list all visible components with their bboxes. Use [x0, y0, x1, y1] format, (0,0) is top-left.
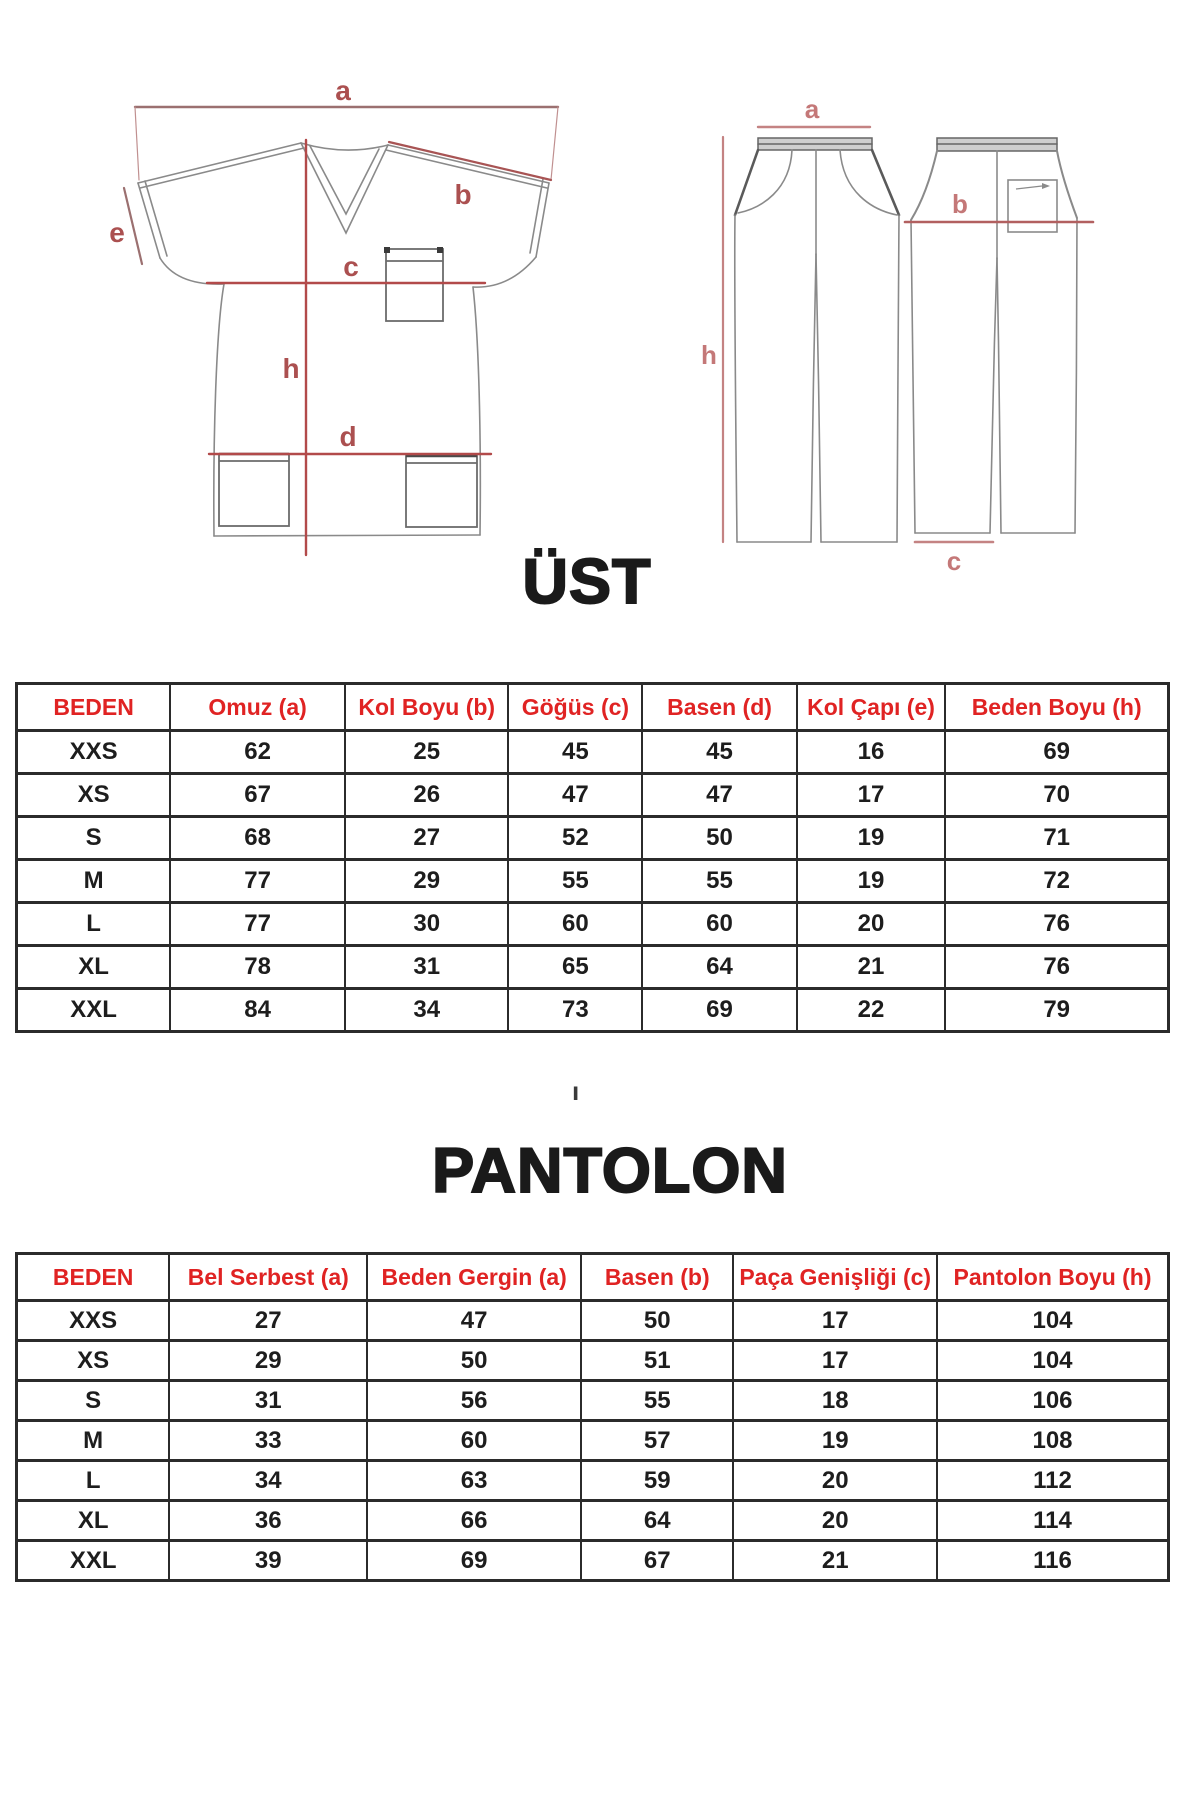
value-cell: 20 — [733, 1501, 937, 1541]
value-cell: 55 — [581, 1381, 733, 1421]
value-cell: 64 — [581, 1501, 733, 1541]
value-cell: 17 — [733, 1341, 937, 1381]
value-cell: 67 — [581, 1541, 733, 1581]
value-cell: 47 — [642, 774, 796, 817]
size-cell: L — [17, 1461, 170, 1501]
value-cell: 106 — [937, 1381, 1168, 1421]
value-cell: 29 — [169, 1341, 367, 1381]
value-cell: 65 — [508, 946, 642, 989]
value-cell: 34 — [345, 989, 508, 1032]
value-cell: 116 — [937, 1541, 1168, 1581]
value-cell: 104 — [937, 1301, 1168, 1341]
value-cell: 72 — [945, 860, 1168, 903]
value-cell: 19 — [797, 860, 946, 903]
table-header-row — [17, 684, 1169, 731]
column-header: Paça Genişliği (c) — [733, 1254, 937, 1301]
column-header: Beden Boyu (h) — [945, 684, 1168, 731]
value-cell: 84 — [170, 989, 345, 1032]
value-cell: 20 — [797, 903, 946, 946]
value-cell: 29 — [345, 860, 508, 903]
measure-line-b — [389, 142, 551, 180]
value-cell: 77 — [170, 903, 345, 946]
size-cell: XXS — [17, 1301, 170, 1341]
size-cell: XS — [17, 1341, 170, 1381]
value-cell: 60 — [508, 903, 642, 946]
value-cell: 71 — [945, 817, 1168, 860]
table-row — [17, 860, 1169, 903]
value-cell: 63 — [367, 1461, 581, 1501]
size-cell: M — [17, 1421, 170, 1461]
value-cell: 45 — [642, 731, 796, 774]
value-cell: 16 — [797, 731, 946, 774]
table-row — [17, 1501, 1169, 1541]
column-header: Beden Gergin (a) — [367, 1254, 581, 1301]
value-cell: 50 — [367, 1341, 581, 1381]
value-cell: 30 — [345, 903, 508, 946]
value-cell: 19 — [797, 817, 946, 860]
value-cell: 36 — [169, 1501, 367, 1541]
value-cell: 50 — [581, 1301, 733, 1341]
value-cell: 17 — [733, 1301, 937, 1341]
pantolon-section-title: PANTOLON — [432, 1136, 788, 1206]
size-cell: XXS — [17, 731, 171, 774]
value-cell: 55 — [642, 860, 796, 903]
value-cell: 57 — [581, 1421, 733, 1461]
value-cell: 104 — [937, 1341, 1168, 1381]
measure-label-h: h — [701, 340, 717, 370]
column-header: Kol Boyu (b) — [345, 684, 508, 731]
column-header: Bel Serbest (a) — [169, 1254, 367, 1301]
divider-mark: ı — [572, 1076, 580, 1106]
measure-line-e — [124, 188, 142, 264]
value-cell: 20 — [733, 1461, 937, 1501]
measure-label-a: a — [804, 94, 820, 124]
table-row — [17, 1461, 1169, 1501]
value-cell: 76 — [945, 946, 1168, 989]
value-cell: 112 — [937, 1461, 1168, 1501]
measure-label-b: b — [952, 189, 968, 219]
measure-label-h: h — [282, 353, 300, 384]
table-header-row — [17, 1254, 1169, 1301]
value-cell: 55 — [508, 860, 642, 903]
column-header: Pantolon Boyu (h) — [937, 1254, 1168, 1301]
value-cell: 62 — [170, 731, 345, 774]
value-cell: 27 — [345, 817, 508, 860]
value-cell: 45 — [508, 731, 642, 774]
scrub-top-diagram — [105, 80, 570, 570]
value-cell: 76 — [945, 903, 1168, 946]
size-cell: L — [17, 903, 171, 946]
table-row — [17, 731, 1169, 774]
value-cell: 73 — [508, 989, 642, 1032]
value-cell: 114 — [937, 1501, 1168, 1541]
size-cell: XXL — [17, 989, 171, 1032]
table-row — [17, 774, 1169, 817]
value-cell: 22 — [797, 989, 946, 1032]
table-row — [17, 1381, 1169, 1421]
size-cell: XL — [17, 946, 171, 989]
extension-line-right — [551, 107, 558, 180]
value-cell: 60 — [642, 903, 796, 946]
value-cell: 26 — [345, 774, 508, 817]
measure-label-c: c — [343, 251, 359, 282]
measure-label-b: b — [454, 179, 472, 210]
measure-label-d: d — [339, 421, 357, 452]
left-bottom-pocket — [219, 454, 289, 526]
value-cell: 79 — [945, 989, 1168, 1032]
value-cell: 25 — [345, 731, 508, 774]
value-cell: 39 — [169, 1541, 367, 1581]
value-cell: 59 — [581, 1461, 733, 1501]
value-cell: 67 — [170, 774, 345, 817]
value-cell: 52 — [508, 817, 642, 860]
value-cell: 78 — [170, 946, 345, 989]
table-row — [17, 903, 1169, 946]
value-cell: 27 — [169, 1301, 367, 1341]
table-row — [17, 946, 1169, 989]
value-cell: 69 — [945, 731, 1168, 774]
pants-back-outline — [911, 138, 1077, 533]
value-cell: 50 — [642, 817, 796, 860]
measure-label-e: e — [109, 217, 125, 248]
extension-line-left — [135, 107, 139, 180]
value-cell: 69 — [367, 1541, 581, 1581]
value-cell: 69 — [642, 989, 796, 1032]
size-cell: XS — [17, 774, 171, 817]
table-row — [17, 1301, 1169, 1341]
value-cell: 21 — [797, 946, 946, 989]
value-cell: 18 — [733, 1381, 937, 1421]
back-pocket — [1008, 180, 1057, 232]
size-cell: S — [17, 817, 171, 860]
value-cell: 33 — [169, 1421, 367, 1461]
table-row — [17, 817, 1169, 860]
value-cell: 31 — [345, 946, 508, 989]
value-cell: 47 — [367, 1301, 581, 1341]
size-cell: XXL — [17, 1541, 170, 1581]
table-row — [17, 1341, 1169, 1381]
value-cell: 56 — [367, 1381, 581, 1421]
size-cell: M — [17, 860, 171, 903]
value-cell: 77 — [170, 860, 345, 903]
measure-label-c: c — [946, 546, 962, 572]
value-cell: 108 — [937, 1421, 1168, 1461]
value-cell: 60 — [367, 1421, 581, 1461]
value-cell: 66 — [367, 1501, 581, 1541]
pants-diagram — [700, 82, 1100, 572]
column-header: Omuz (a) — [170, 684, 345, 731]
value-cell: 19 — [733, 1421, 937, 1461]
right-bottom-pocket — [406, 456, 477, 527]
table-row — [17, 989, 1169, 1032]
pants-front-outline — [735, 138, 899, 542]
pantolon-size-table — [15, 1252, 1170, 1582]
column-header: BEDEN — [17, 684, 171, 731]
size-cell: XL — [17, 1501, 170, 1541]
value-cell: 34 — [169, 1461, 367, 1501]
value-cell: 17 — [797, 774, 946, 817]
ust-size-table — [15, 682, 1170, 1033]
table-row — [17, 1421, 1169, 1461]
value-cell: 21 — [733, 1541, 937, 1581]
value-cell: 47 — [508, 774, 642, 817]
measure-label-a: a — [335, 80, 351, 106]
value-cell: 51 — [581, 1341, 733, 1381]
column-header: Basen (b) — [581, 1254, 733, 1301]
value-cell: 70 — [945, 774, 1168, 817]
value-cell: 64 — [642, 946, 796, 989]
column-header: Basen (d) — [642, 684, 796, 731]
value-cell: 68 — [170, 817, 345, 860]
column-header: BEDEN — [17, 1254, 170, 1301]
scrub-top-outline — [138, 143, 549, 536]
column-header: Kol Çapı (e) — [797, 684, 946, 731]
column-header: Göğüs (c) — [508, 684, 642, 731]
size-cell: S — [17, 1381, 170, 1421]
ust-section-title: ÜST — [522, 547, 652, 617]
value-cell: 31 — [169, 1381, 367, 1421]
table-row — [17, 1541, 1169, 1581]
